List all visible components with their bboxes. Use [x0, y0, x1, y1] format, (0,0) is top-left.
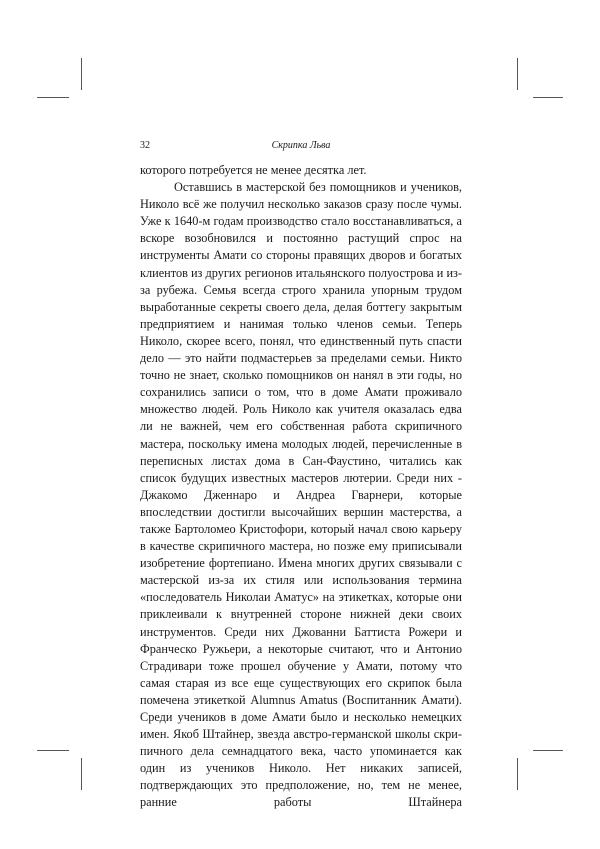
- crop-mark-top-right-horizontal: [533, 97, 563, 98]
- running-title: Скрипка Льва: [271, 140, 331, 151]
- page-number: 32: [140, 140, 150, 151]
- crop-mark-bottom-left-horizontal: [37, 750, 69, 751]
- crop-mark-bottom-right-horizontal: [533, 750, 563, 751]
- crop-mark-bottom-left: [81, 758, 82, 790]
- paragraph-continuation: которого потребуется не менее десятка лет.: [140, 163, 367, 177]
- running-header: [140, 140, 462, 154]
- crop-mark-top-left-horizontal: [37, 97, 69, 98]
- crop-mark-bottom-right: [517, 758, 518, 790]
- crop-mark-top-left: [81, 58, 82, 90]
- body-text: [140, 162, 462, 812]
- crop-mark-top-right: [517, 58, 518, 90]
- paragraph: Оставшись в мастерской без помощников и учеников, Николо всё же получил несколько заказов сразу после чумы. Уже к 1640-м годам производство стало восстанавливаться, а вскоре возобновился и постоянно растущий спрос на инструменты Амати со стороны правящих дворов и богатых клиентов из других регионов итальянского полуострова и из-за рубежа. Семья всегда строго хранила упорным трудом выработанные секреты своего дела, делая боттегу закрытым предприятием и нанимая только членов семьи. Теперь Николо, скорее всего, понял, что единственный путь спасти дело — это найти подмастерьев за пределами семьи. Никто точно не знает, сколько помощников он нанял в эти годы, но сохранились записи о том, что в доме Амати проживало множество людей. Роль Николо как учителя оказалась едва ли не важней, чем его собственная работа скрипичного мастера, поскольку имена молодых людей, перечисленные в переписных листах дома в Сан-Фаустино, читались как список будущих известных мастеров лютерии. Среди них - Джакомо Дженнаро и Андреа Гварнери, которые впоследствии достигли высочайших вершин мастерства, а также Бартоломео Кристофори, который начал свою карьеру в качестве скрипичного мастера, но позже ему приписывали изобретение фортепиано. Имена многих других связывали с мастерской из-за их стиля или использования термина «последователь Николаи Аматус» на этикетках, которые они приклеивали к внутренней стороне нижней деки своих инструментов. Среди них Джованни Баттиста Рожери и Франческо Ружьери, а некоторые считают, что и Антонио Страдивари тоже прошел обучение у Амати, потому что самая старая из все еще существующих его скрипок была помечена этикеткой Alumnus Amatus (Воспитанник Амати). Среди учеников в доме Амати было и несколько немецких имен. Якоб Штайнер, звезда австро-германской школы скрипичного дела семнадцатого века, часто упоминается как один из учеников Николо. Нет никаких записей, подтверждающих это предположение, но, тем не менее, ранние работы Штайнера: [140, 180, 462, 810]
